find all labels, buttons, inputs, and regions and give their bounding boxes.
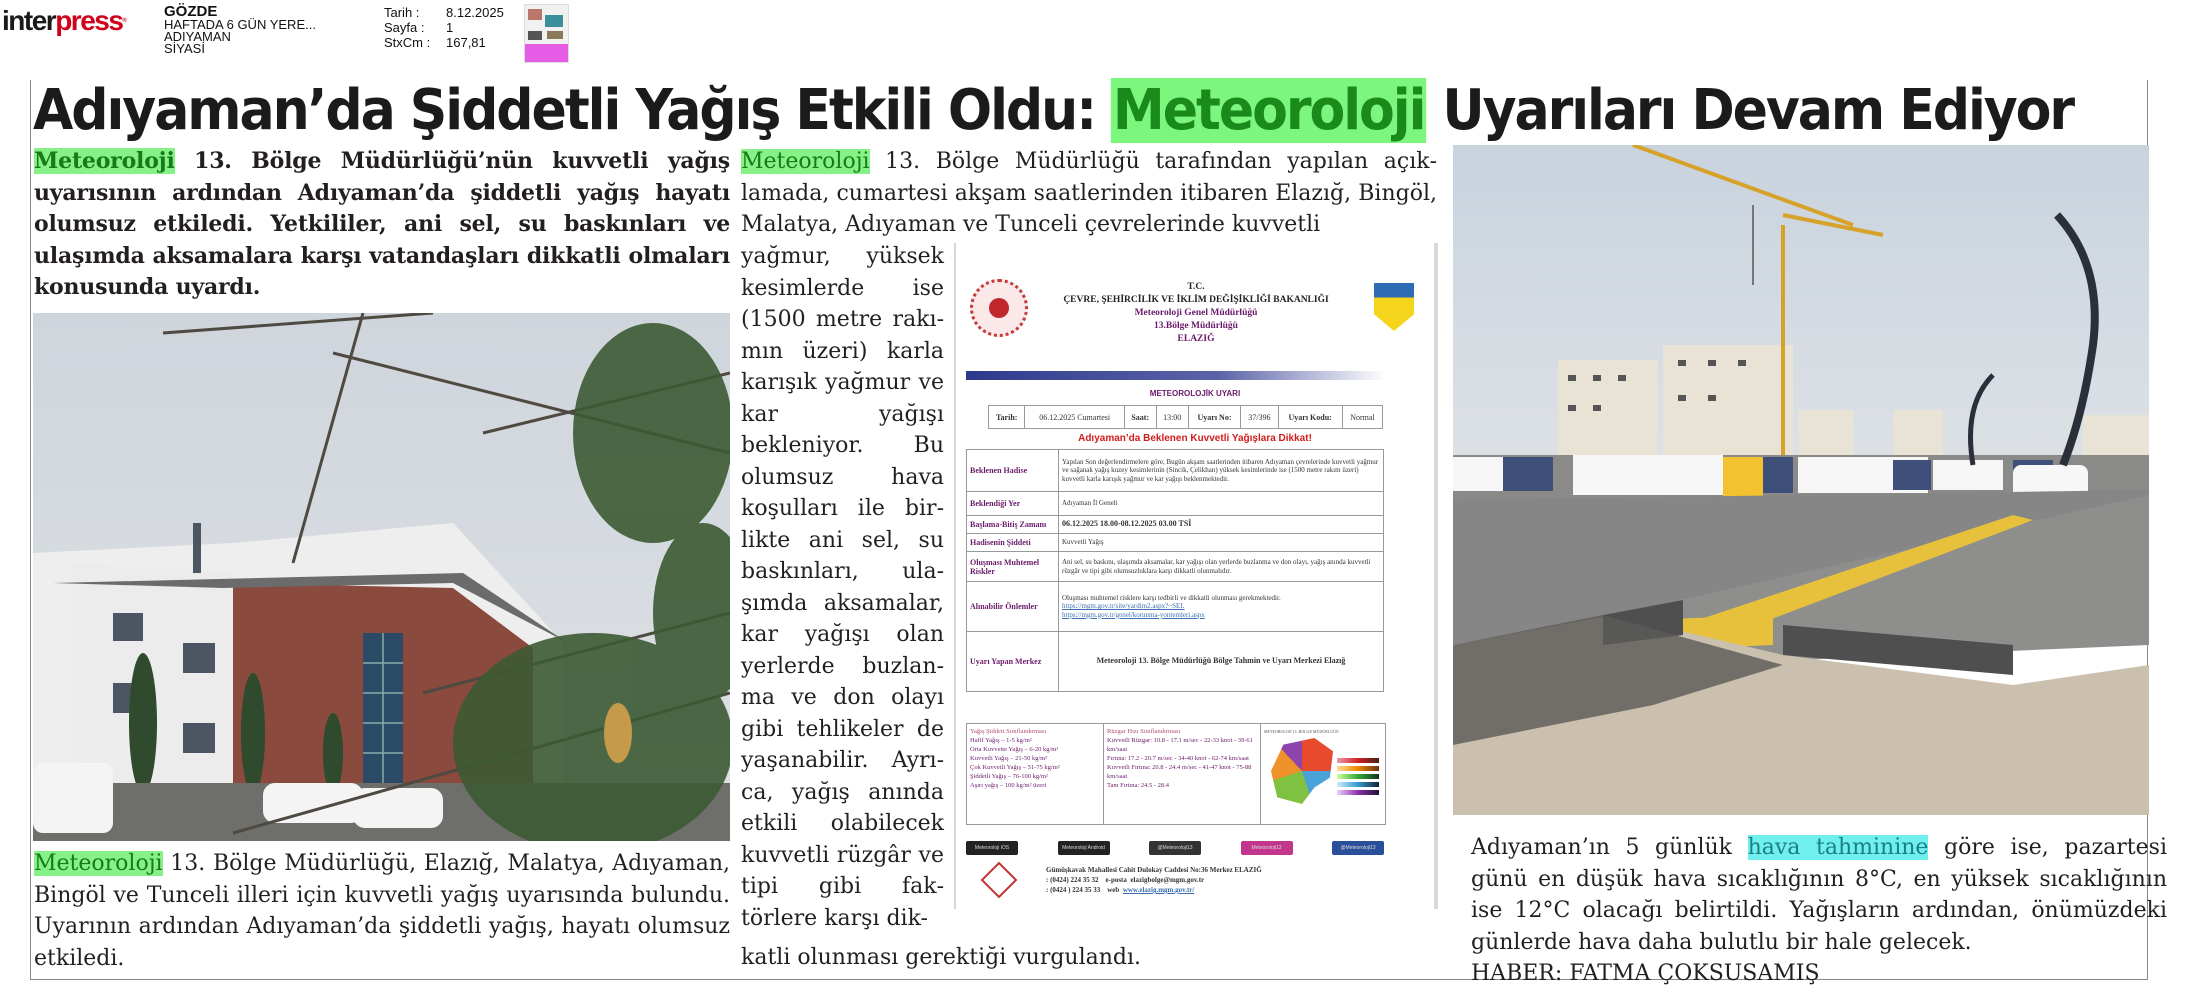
warning-title: METEOROLOJİK UYARI: [1149, 389, 1241, 398]
facebook-badge[interactable]: @Meteoroloji13: [1332, 841, 1384, 855]
keyword-highlight-forecast: hava tahminine: [1747, 835, 1929, 860]
link-yardim[interactable]: https://mgm.gov.tr/site/yardim2.aspx?~SEL: [1062, 602, 1185, 611]
warning-alert: Adıyaman’da Beklenen Kuvvetli Yağışlara Dikkat!: [1078, 433, 1312, 444]
logo-part-1: inter: [2, 5, 56, 36]
keyword-highlight: Meteoroloji: [34, 148, 175, 174]
registered-mark: ®: [122, 18, 126, 24]
middle-paragraph-end: katli olunması gerektiği vurgulandı.: [741, 945, 1142, 970]
interpress-logo: [2, 6, 125, 36]
left-caption-paragraph: Meteoroloji 13. Bölge Müdürlüğü, Elazığ, Malatya, Adıyaman, Bingöl ve Tunceli illeri için kuvvetli yağış uyarısında bulundu. Uyarının ardından Adıyaman’da şiddetli yağış, hayatı olumsuz etkiledi.: [34, 851, 730, 971]
warning-detail-table: [966, 449, 1384, 692]
instagram-badge[interactable]: Meteoroloji13: [1241, 841, 1293, 855]
meteorological-warning-document: T.C. ÇEVRE, ŞEHİRCİLİK VE İKLİM DEĞİŞİKLİĞİ BAKANLIĞI Meteoroloji Genel Müdürlüğü 13.Bölge Müdürlüğü ELAZIĞ METEOROLOJİK UYARI Tarih: 06.12.2025 Cumartesi Saat: 13:00 Uyarı No: 37/396 Uyarı Kodu: Normal Adıyaman’da Beklenen Kuvvetli Yağışlara Dikkat! Beklenen Hadise Yapılan Son değerlendirmelere göre, Bugün akşam saatlerinden itibaren Adıyaman çevrelerinde kuvvetli yağmur ve sağanak yağış kuzey kesimlerinin (Sincik, Çelikhan) yüksek kesimlerinde ise (1500 metre rakım üzeri) kuvvetli karla karışık yağmur ve kar yağışı beklenmektedir. Beklendiği Yer Adıyaman İl Geneli Başlama-Bitiş Zamanı 06.12.2025 18.00-08.12.2025 03.00 TSİ Hadisenin Şiddeti Kuvvetli Yağış Oluşması Muhtemel Riskler Ani sel, su baskını, ulaşımda aksamalar, kar yağışı olan yerlerde buzlanma ve don olayı, yağış anında kuvvetli rüzgâr ve tipi gibi olumsuzluklara karşı dikkatli olunmalıdır. Alınabilir Önlemler Oluşması muhtemel risklere karşı tedbirli ve dikkatli olunması gerekmektedir. https://mgm.gov.tr/site/yardim2.aspx?~SEL https://mgm.gov.tr/genel/korunma-yontemleri.aspx Uyarı Yapan Merkez Meteoroloji 13. Bölge Müdürlüğü Bölge Tahmin ve Uyarı Merkezi Elazığ Yağış Şiddeti Sınıflandırması Hafif Yağış – 1-5 kg/m² Orta Kuvvette Yağış – 6-20 kg/m² Kuvvetli Yağış – 21-50 kg/m² Çok Kuvvetli Yağış – 51-75 kg/m² Şiddetli Yağış – 76-100 kg/m² Aşırı yağış – 100 kg/m² üzeri Rüzgar Hızı Sınıflandırması Kuvvetli Rüzgar: 10.8 - 17.1 m/sec - 22-33 knot - 39-61 km/saat Fırtına: 17.2 - 20.7 m/sec - 34-40 knot - 62-74 km/saat Kuvvetli Fırtına: 20.8 - 24.4 m/sec - 41-47 knot - 75-88 km/saat Tam Fırtına: 24.5 - 28.4 METEOROLOJİ 13. BÖLGE MÜDÜRLÜĞÜ Meteoroloji iOS Meteoroloji Android @Meteoroloji13 Meteoroloji13 @Meteoroloji13 Gümüşkavak Mahallesi Cahit Dulokay Caddesi No:36 Merkez ELAZIĞ : (0424) 224 35 32 e-posta elazigbolge@mgm.gov.tr : (0424 ) 224 35 33 web www.elazig.mgm.gov.tr/: [954, 243, 1438, 909]
headline-part-2: Uyarıları Devam Ediyor: [1426, 78, 2074, 143]
thumbnail-block: [528, 9, 542, 20]
table-row: Hadisenin Şiddeti Kuvvetli Yağış: [967, 534, 1384, 552]
meteoroloji-shield-icon: [1374, 283, 1414, 331]
article-frame: [30, 78, 2167, 986]
map-legend: [1337, 758, 1379, 798]
email[interactable]: elazigbolge@mgm.gov.tr: [1130, 876, 1205, 884]
classification-box: [966, 723, 1386, 825]
link-korunma[interactable]: https://mgm.gov.tr/genel/korunma-yontemleri.aspx: [1062, 610, 1205, 619]
header-band: [966, 371, 1386, 380]
table-row: Beklenen Hadise Yapılan Son değerlendirmelere göre, Bugün akşam saatlerinden itibaren Adıyaman çevrelerinde kuvvetli yağmur ve sağanak yağış kuzey kesimlerinin (Sincik, Çelikhan) yüksek kesimlerinde ise (1500 metre rakım üzeri) kuvvetli karla karışık yağmur ve kar yağışı beklenmektedir.: [967, 450, 1384, 492]
building-in-rain-photo: [33, 313, 730, 841]
table-row: Beklendiği Yer Adıyaman İl Geneli: [967, 492, 1384, 516]
right-paragraph: Adıyaman’ın 5 günlük hava tahminine göre ise, pazartesi günü en düşük hava sıcaklığının 8°C, en yüksek sıcaklığının ise 12°C olacağı belirtildi. Yağışların ardından, önümüzdeki günlerde hava daha bulutlu bir hale gelecek. HABER: FATMA ÇOKSUSAMIŞ: [1471, 832, 2167, 990]
twitter-badge[interactable]: @Meteoroloji13: [1149, 841, 1201, 855]
address: Gümüşkavak Mahallesi Cahit Dulokay Caddesi No:36 Merkez ELAZIĞ: [1046, 866, 1262, 874]
ministry-seal-icon: [970, 279, 1028, 337]
headline-part-1: Adıyaman’da Şiddetli Yağış Etkili Oldu:: [33, 78, 1112, 143]
publication-city: ADIYAMAN: [164, 29, 231, 44]
wind-classification: Rüzgar Hızı Sınıflandırması Kuvvetli Rüzgar: 10.8 - 17.1 m/sec - 22-33 knot - 39-61 km/saat Fırtına: 17.2 - 20.7 m/sec - 34-40 knot - 62-74 km/saat Kuvvetli Fırtına: 20.8 - 24.4 m/sec - 41-47 knot - 75-88 km/saat Tam Fırtına: 24.5 - 28.4: [1104, 724, 1261, 824]
damaged-sidewalk-construction-photo: [1453, 145, 2149, 815]
publication-frequency: HAFTADA 6 GÜN YERE...: [164, 17, 316, 32]
website-link[interactable]: www.elazig.mgm.gov.tr/: [1122, 886, 1195, 894]
headline-keyword: Meteoroloji: [1112, 78, 1425, 143]
app-links: [966, 841, 1384, 855]
lead-paragraph: Meteoroloji 13. Bölge Müdürlüğü’nün kuvvetli yağış uyarısının ardından Adıyaman’da şiddetli yağış hayatı olumsuz etkiledi. Yetkililer, ani sel, su baskınları ve ulaşımda aksamalara karşı vatandaşları dikkatli olmaları konusunda uyardı.: [34, 148, 730, 300]
table-row: Alınabilir Önlemler Oluşması muhtemel risklere karşı tedbirli ve dikkatli olunması gerekmektedir. https://mgm.gov.tr/site/yardim2.aspx?~SEL https://mgm.gov.tr/genel/korunma-yontemleri.aspx: [967, 582, 1384, 632]
middle-paragraph-top: Meteoroloji 13. Bölge Müdürlüğü tarafından yapılan açıklamada, cumartesi akşam saatlerinden itibaren Elazığ, Bingöl, Malatya, Adıyaman ve Tunceli çevrelerinde kuvvetli: [741, 149, 1437, 237]
contact-logo-icon: [981, 862, 1018, 899]
thumbnail-block: [528, 31, 542, 40]
clipping-meta: [384, 5, 504, 50]
org-header: T.C. ÇEVRE, ŞEHİRCİLİK VE İKLİM DEĞİŞİKLİĞİ BAKANLIĞI Meteoroloji Genel Müdürlüğü 13.Bölge Müdürlüğü ELAZIĞ: [1063, 282, 1329, 344]
thumbnail-highlight: [525, 44, 568, 62]
keyword-highlight: Meteoroloji: [34, 851, 163, 876]
middle-paragraph-narrow: yağmur, yüksek kesimlerde ise (1500 metre rakımın üzeri) karla karışık yağmur ve kar yağışı bekleniyor. Bu olumsuz hava koşulları ile birlikte ani sel, su baskınları, ulaşımda aksamalar, kar yağışı olan yerlerde buzlanma ve don olayı gibi tehlikeler de yaşanabilir. Ayrıca, yağış anında etkili olabilecek kuvvetli rüzgâr ve tipi gibi faktörlere karşı dik-: [741, 244, 944, 931]
thumbnail-block: [547, 31, 563, 39]
table-row: Uyarı Yapan Merkez Meteoroloji 13. Bölge Müdürlüğü Bölge Tahmin ve Uyarı Merkezi Elazığ: [967, 632, 1384, 692]
warning-info-table: Tarih: 06.12.2025 Cumartesi Saat: 13:00 Uyarı No: 37/396 Uyarı Kodu: Normal: [988, 405, 1383, 429]
page-thumbnail[interactable]: [524, 4, 569, 63]
byline: HABER: FATMA ÇOKSUSAMIŞ: [1471, 961, 1820, 986]
meta-date: Tarih : 8.12.2025: [384, 5, 504, 20]
region-map-shape: [1271, 738, 1333, 804]
keyword-highlight: Meteoroloji: [741, 149, 870, 174]
ios-app-badge[interactable]: Meteoroloji iOS: [966, 841, 1018, 855]
table-row: Başlama-Bitiş Zamanı 06.12.2025 18.00-08.12.2025 03.00 TSİ: [967, 516, 1384, 534]
clipping-header: [0, 0, 600, 70]
rain-classification: Yağış Şiddeti Sınıflandırması Hafif Yağış – 1-5 kg/m² Orta Kuvvette Yağış – 6-20 kg/m² Kuvvetli Yağış – 21-50 kg/m² Çok Kuvvetli Yağış – 51-75 kg/m² Şiddetli Yağış – 76-100 kg/m² Aşırı yağış – 100 kg/m² üzeri: [967, 724, 1104, 824]
meta-page: Sayfa : 1: [384, 20, 454, 35]
publication-category: SİYASİ: [164, 41, 205, 56]
logo-part-2: press: [55, 5, 123, 36]
meta-stxcm: StxCm : 167,81: [384, 35, 486, 50]
headline: [33, 78, 2074, 143]
table-row: Oluşması Muhtemel Riskler Ani sel, su baskını, ulaşımda aksamalar, kar yağışı olan yerlerde buzlanma ve don olayı, yağış anında kuvvetli rüzgâr ve tipi gibi olumsuzluklara karşı dikkatli olunmalıdır.: [967, 552, 1384, 582]
region-map: METEOROLOJİ 13. BÖLGE MÜDÜRLÜĞÜ: [1261, 724, 1385, 824]
publication-name: GÖZDE: [164, 3, 218, 20]
thumbnail-block: [545, 15, 563, 27]
android-app-badge[interactable]: Meteoroloji Android: [1058, 841, 1110, 855]
publication-info: [164, 5, 316, 55]
